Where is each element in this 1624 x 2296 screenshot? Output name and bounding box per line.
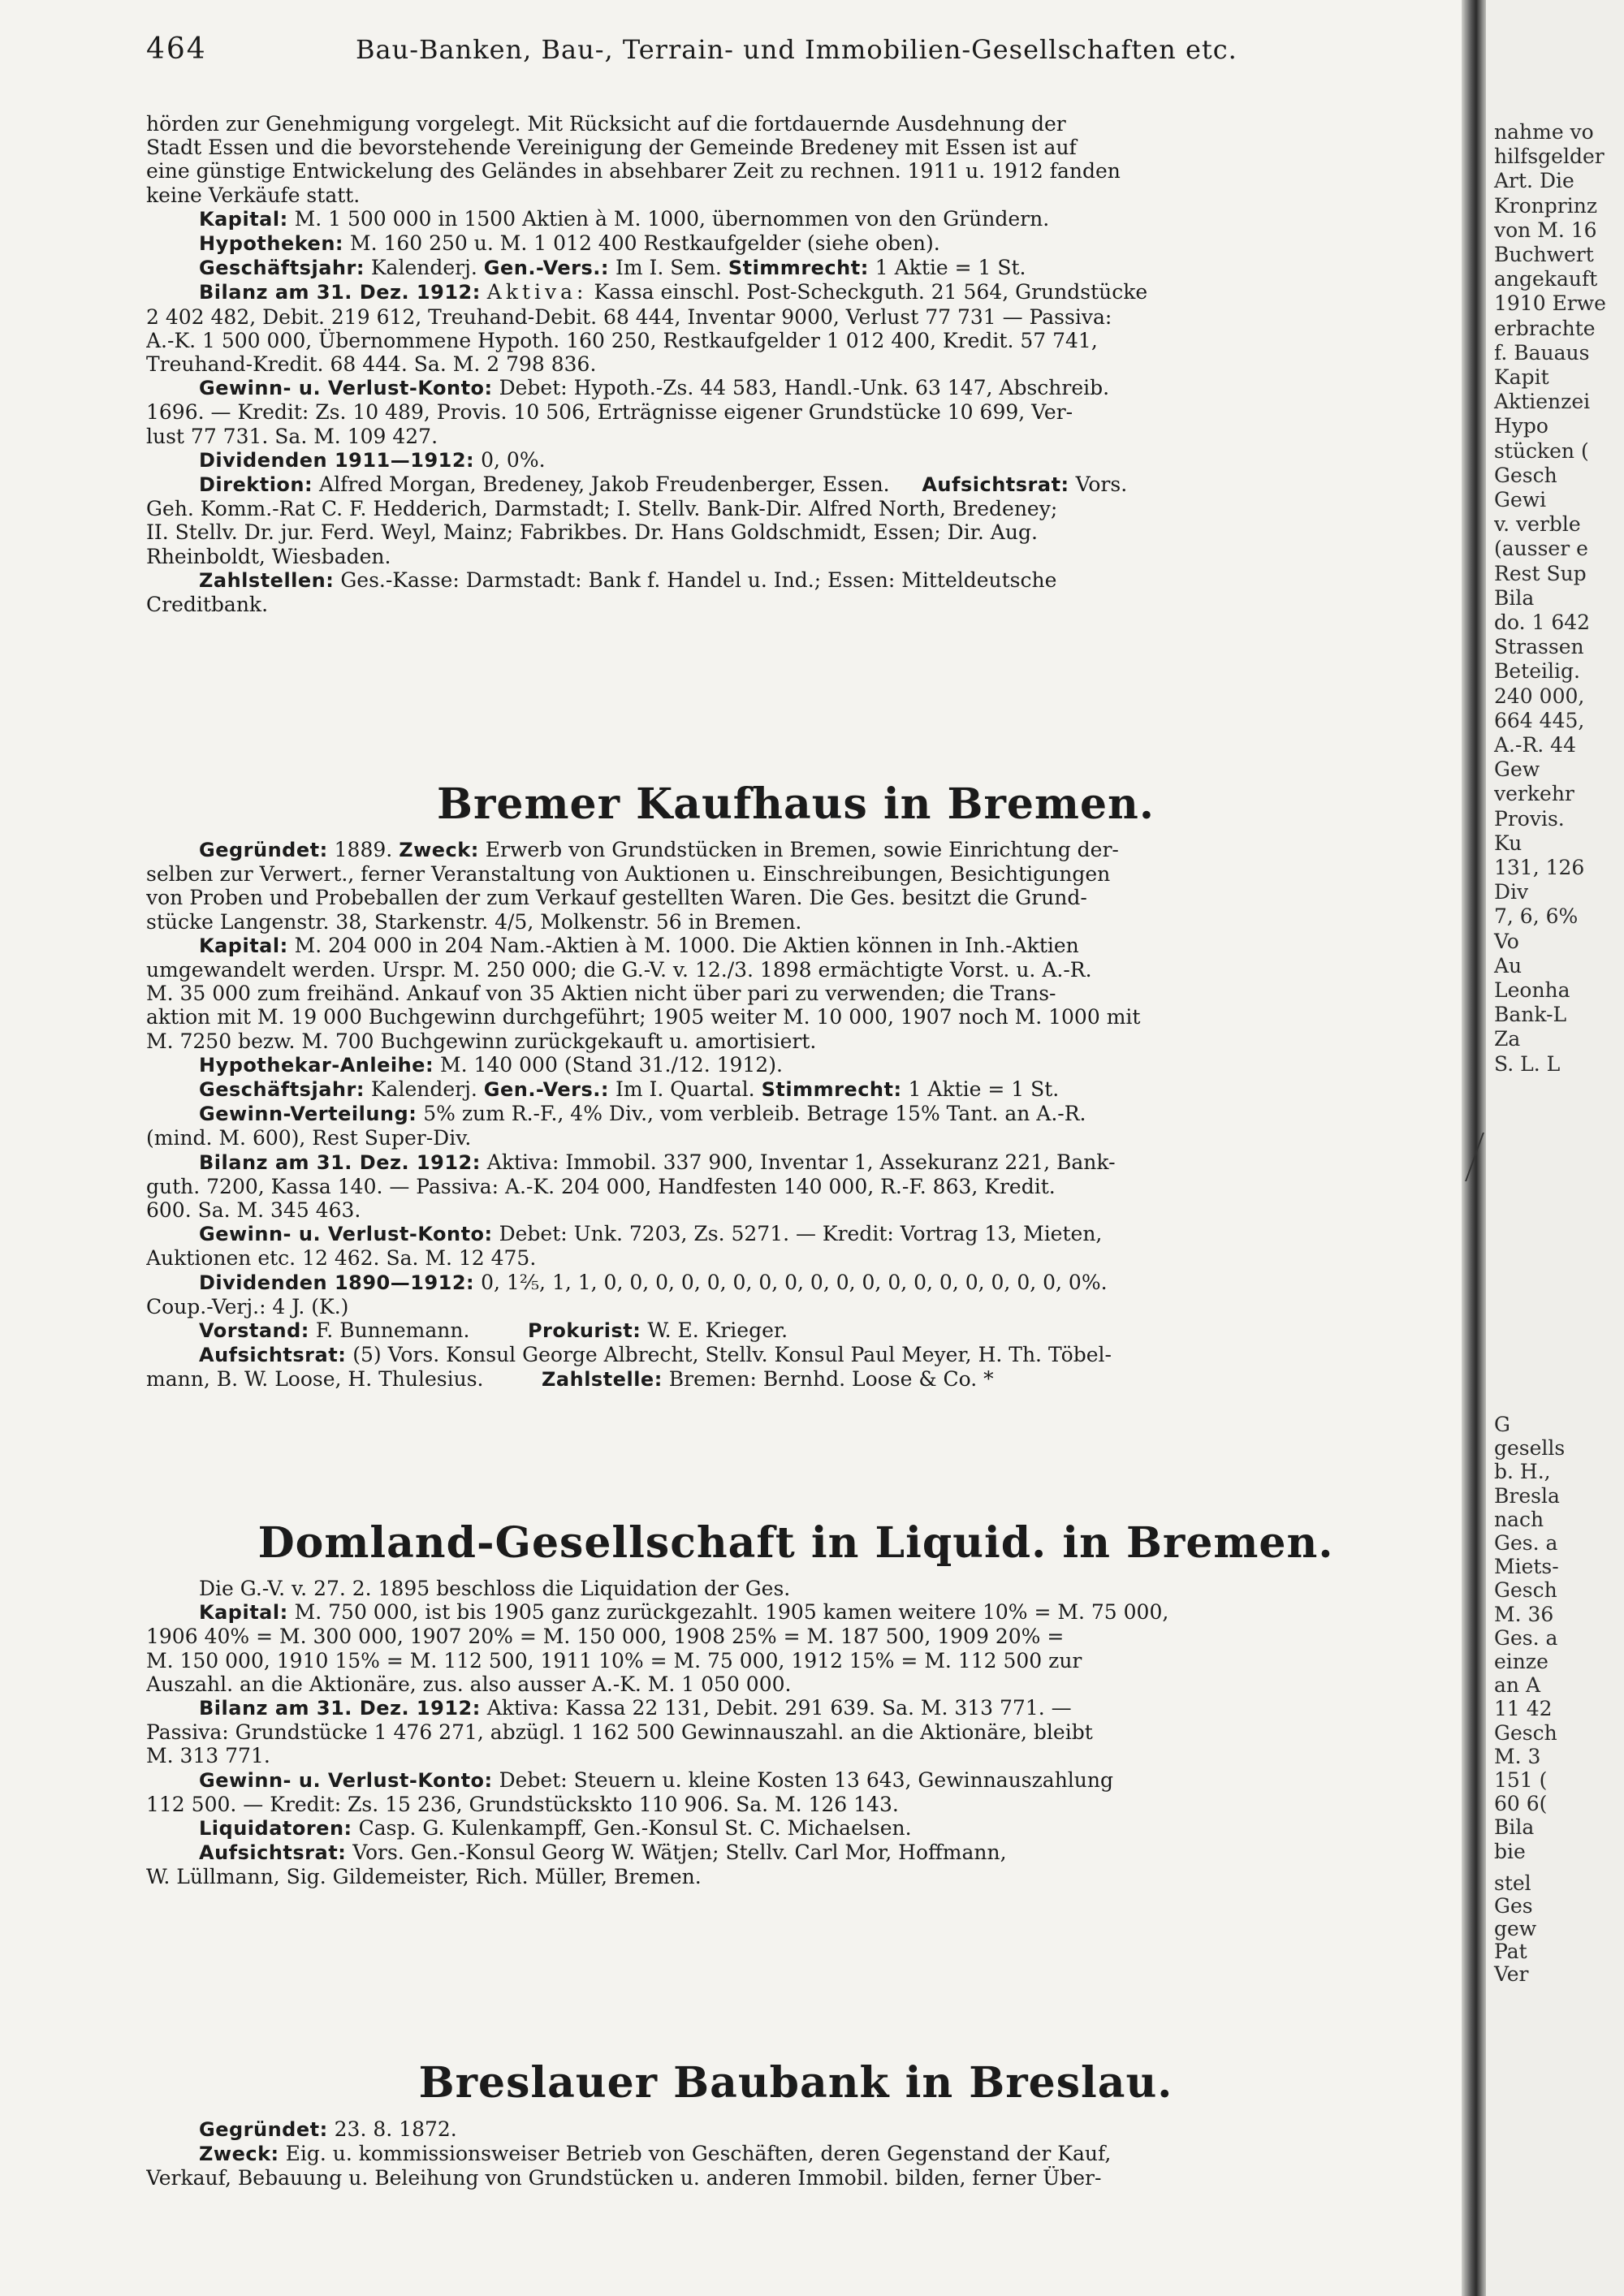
zahlstellen-line: Zahlstellen: Ges.-Kasse: Darmstadt: Bank f. Handel u. Ind.; Essen: Mitteldeutsche bbox=[199, 568, 1057, 592]
adjacent-page-fragment: Ges. a bbox=[1494, 1531, 1558, 1555]
geschaeftsjahr-line: Geschäftsjahr: Kalenderj. Gen.-Vers.: Im I. Quartal. Stimmrecht: 1 Aktie = 1 St. bbox=[199, 1077, 1060, 1102]
dividenden-line: Dividenden 1911—1912: 0, 0%. bbox=[199, 447, 546, 472]
entry-title-breslauer: Breslauer Baubank in Breslau. bbox=[418, 2058, 1173, 2108]
vorstand-line: Vorstand: F. Bunnemann. Prokurist: W. E. Krieger. bbox=[199, 1318, 788, 1343]
adjacent-page-fragment: Art. Die bbox=[1494, 169, 1574, 193]
text-line: A.-K. 1 500 000, Übernommene Hypoth. 160 250, Restkaufgelder 1 012 400, Kredit. 57 741, bbox=[146, 328, 1098, 352]
adjacent-page-fragment: bie bbox=[1494, 1839, 1526, 1863]
adjacent-page-fragment: A.-R. 44 bbox=[1494, 733, 1576, 757]
text-line: umgewandelt werden. Urspr. M. 250 000; die G.-V. v. 12./3. 1898 ermächtigte Vorst. u. A.-R. bbox=[146, 958, 1092, 982]
adjacent-page-fragment: Bila bbox=[1494, 585, 1535, 610]
guv-line: Gewinn- u. Verlust-Konto: Debet: Unk. 7203, Zs. 5271. — Kredit: Vortrag 13, Mieten, bbox=[199, 1222, 1103, 1246]
adjacent-page-fragment: b. H., bbox=[1494, 1460, 1551, 1484]
adjacent-page-fragment: do. 1 642 bbox=[1494, 611, 1591, 634]
page-number: 464 bbox=[146, 32, 207, 66]
adjacent-page-fragment: stel bbox=[1494, 1871, 1531, 1895]
geschaeftsjahr-line: Geschäftsjahr: Kalenderj. Gen.-Vers.: Im I. Sem. Stimmrecht: 1 Aktie = 1 St. bbox=[199, 256, 1026, 280]
text-line: keine Verkäufe statt. bbox=[146, 183, 361, 207]
adjacent-page-fragment: gesells bbox=[1494, 1436, 1566, 1461]
text-line: Creditbank. bbox=[146, 593, 269, 617]
adjacent-page-fragment: hilfsgelder bbox=[1494, 145, 1605, 169]
adjacent-page-fragment: Div bbox=[1494, 880, 1529, 904]
adjacent-page-fragment: Leonha bbox=[1494, 978, 1570, 1002]
adjacent-page-fragment: einze bbox=[1494, 1650, 1548, 1673]
adjacent-page-fragment: Gesch bbox=[1494, 1578, 1557, 1603]
aufsichtsrat-line: Aufsichtsrat: (5) Vors. Konsul George Albrecht, Stellv. Konsul Paul Meyer, H. Th. Töbel- bbox=[199, 1343, 1112, 1367]
guv-line: Gewinn- u. Verlust-Konto: Debet: Hypoth.-Zs. 44 583, Handl.-Unk. 63 147, Abschreib. bbox=[199, 376, 1110, 400]
adjacent-page-fragment: Aktienzei bbox=[1494, 390, 1591, 414]
entry-title-bremer: Bremer Kaufhaus in Bremen. bbox=[437, 779, 1155, 829]
adjacent-page-fragment: nahme vo bbox=[1494, 120, 1594, 144]
adjacent-page-fragment: 60 6( bbox=[1494, 1792, 1548, 1816]
text-line: M. 35 000 zum freihänd. Ankauf von 35 Aktien nicht über pari zu verwenden; die Trans- bbox=[146, 982, 1056, 1006]
text-line: Geh. Komm.-Rat C. F. Hedderich, Darmstadt; I. Stellv. Bank-Dir. Alfred North, Bredeney; bbox=[146, 497, 1058, 521]
text-line: Passiva: Grundstücke 1 476 271, abzügl. 1 162 500 Gewinnauszahl. an die Aktionäre, bleibt bbox=[146, 1720, 1093, 1745]
gegruendet-line: Gegründet: 23. 8. 1872. bbox=[199, 2117, 457, 2141]
hypothekar-line: Hypothekar-Anleihe: M. 140 000 (Stand 31./12. 1912). bbox=[199, 1052, 783, 1077]
text-line: 1906 40% = M. 300 000, 1907 20% = M. 150 000, 1908 25% = M. 187 500, 1909 20% = bbox=[146, 1625, 1065, 1649]
adjacent-page-fragment: Bila bbox=[1494, 1815, 1535, 1840]
adjacent-page-fragment: M. 3 bbox=[1494, 1744, 1541, 1768]
zweck-line: Zweck: Eig. u. kommissionsweiser Betrieb von Geschäften, deren Gegenstand der Kauf, bbox=[199, 2142, 1112, 2166]
adjacent-page-fragment: 664 445, bbox=[1494, 708, 1585, 732]
adjacent-page-fragment: Hypo bbox=[1494, 414, 1548, 438]
adjacent-page-fragment: 7, 6, 6% bbox=[1494, 904, 1579, 929]
adjacent-page-fragment: Pat bbox=[1494, 1940, 1527, 1963]
text-line: Auktionen etc. 12 462. Sa. M. 12 475. bbox=[146, 1246, 537, 1271]
adjacent-page bbox=[1486, 0, 1624, 2296]
adjacent-page-fragment: 11 42 bbox=[1494, 1697, 1553, 1721]
adjacent-page-fragment: Ges bbox=[1494, 1894, 1533, 1918]
text-line: aktion mit M. 19 000 Buchgewinn durchgeführt; 1905 weiter M. 10 000, 1907 noch M. 1000 mit bbox=[146, 1005, 1141, 1029]
domland-entry bbox=[146, 1577, 1445, 1889]
adjacent-page-fragment: Kronprinz bbox=[1494, 193, 1598, 218]
adjacent-page-fragment: von M. 16 bbox=[1494, 218, 1597, 242]
adjacent-page-fragment: v. verble bbox=[1494, 512, 1581, 537]
text-line: 112 500. — Kredit: Zs. 15 236, Grundstückskto 110 906. Sa. M. 126 143. bbox=[146, 1792, 899, 1816]
text-line: eine günstige Entwickelung des Geländes in absehbarer Zeit zu rechnen. 1911 u. 1912 fanden bbox=[146, 159, 1121, 183]
adjacent-page-fragment: Gewi bbox=[1494, 488, 1547, 511]
guv-line: Gewinn- u. Verlust-Konto: Debet: Steuern u. kleine Kosten 13 643, Gewinnauszahlung bbox=[199, 1767, 1114, 1792]
adjacent-page-fragment: S. L. L bbox=[1494, 1051, 1561, 1076]
text-line: von Proben und Probeballen der zum Verkauf gestellten Waren. Die Ges. besitzt die Grund- bbox=[146, 886, 1087, 910]
text-line: 2 402 482, Debit. 219 612, Treuhand-Debit. 68 444, Inventar 9000, Verlust 77 731 — Passiva: bbox=[146, 304, 1112, 329]
adjacent-page-fragment: verkehr bbox=[1494, 782, 1574, 806]
adjacent-page-fragment: Gesch bbox=[1494, 463, 1557, 487]
text-line: Auszahl. an die Aktionäre, zus. also ausser A.-K. M. 1 050 000. bbox=[146, 1672, 792, 1696]
continuation-entry bbox=[146, 112, 1445, 616]
adjacent-page-fragment: 1910 Erwe bbox=[1494, 291, 1606, 316]
text-line: hörden zur Genehmigung vorgelegt. Mit Rücksicht auf die fortdauernde Ausdehnung der bbox=[146, 112, 1066, 136]
breslauer-entry bbox=[146, 2117, 1445, 2190]
aufsichtsrat-line: Aufsichtsrat: Vors. Gen.-Konsul Georg W. Wätjen; Stellv. Carl Mor, Hoffmann, bbox=[199, 1841, 1007, 1865]
adjacent-page-fragment: Strassen bbox=[1494, 635, 1584, 659]
adjacent-page-fragment: 240 000, bbox=[1494, 684, 1585, 708]
bilanz-line: Bilanz am 31. Dez. 1912: Aktiva: Kassa 22 131, Debit. 291 639. Sa. M. 313 771. — bbox=[199, 1696, 1072, 1720]
adjacent-page-fragment: Bresla bbox=[1494, 1483, 1560, 1508]
adjacent-page-fragment: M. 36 bbox=[1494, 1602, 1554, 1626]
adjacent-page-fragment: erbrachte bbox=[1494, 316, 1596, 340]
gegruendet-line: Gegründet: 1889. Zweck: Erwerb von Grundstücken in Bremen, sowie Einrichtung der- bbox=[199, 838, 1119, 861]
bilanz-line: Bilanz am 31. Dez. 1912: Aktiva: Immobil. 337 900, Inventar 1, Assekuranz 221, Bank- bbox=[199, 1150, 1116, 1174]
adjacent-page-fragment: Miets- bbox=[1494, 1555, 1559, 1579]
kapital-line: Kapital: M. 204 000 in 204 Nam.-Aktien à M. 1000. Die Aktien können in Inh.-Aktien bbox=[199, 933, 1079, 957]
adjacent-page-fragment: angekauft bbox=[1494, 267, 1598, 291]
text-line: stücke Langenstr. 38, Starkenstr. 4/5, Molkenstr. 56 in Bremen. bbox=[146, 909, 802, 934]
adjacent-page-fragment: Gew bbox=[1494, 757, 1540, 782]
text-line: Rheinboldt, Wiesbaden. bbox=[146, 544, 391, 568]
gewinnverteilung-line: Gewinn-Verteilung: 5% zum R.-F., 4% Div., vom verbleib. Betrage 15% Tant. an A.-R. bbox=[199, 1102, 1086, 1126]
bremer-entry bbox=[146, 838, 1445, 1392]
adjacent-page-fragment: 151 ( bbox=[1494, 1768, 1548, 1792]
adjacent-page-fragment: Provis. bbox=[1494, 806, 1565, 831]
kapital-line: Kapital: M. 750 000, ist bis 1905 ganz zurückgezahlt. 1905 kamen weitere 10% = M. 75 000, bbox=[199, 1600, 1169, 1625]
adjacent-page-fragment: Rest Sup bbox=[1494, 561, 1587, 585]
text-line: Treuhand-Kredit. 68 444. Sa. M. 2 798 836. bbox=[146, 352, 597, 377]
adjacent-page-fragment: Ku bbox=[1494, 831, 1522, 855]
text-line: guth. 7200, Kassa 140. — Passiva: A.-K. 204 000, Handfesten 140 000, R.-F. 863, Kredit. bbox=[146, 1174, 1056, 1198]
adjacent-page-fragment: Ges. a bbox=[1494, 1625, 1558, 1650]
text-line: Verkauf, Bebauung u. Beleihung von Grundstücken u. anderen Immobil. bilden, ferner Über- bbox=[146, 2166, 1102, 2190]
text-line: (mind. M. 600), Rest Super-Div. bbox=[146, 1126, 472, 1150]
liquidatoren-line: Liquidatoren: Casp. G. Kulenkampff, Gen.-Konsul St. C. Michaelsen. bbox=[199, 1816, 912, 1841]
text-line: M. 313 771. bbox=[146, 1744, 270, 1768]
text-line: M. 7250 bezw. M. 700 Buchgewinn zurückgekauft u. amortisiert. bbox=[146, 1029, 817, 1053]
text-line: Coup.-Verj.: 4 J. (K.) bbox=[146, 1294, 349, 1318]
dividenden-line: Dividenden 1890—1912: 0, 1⅖, 1, 1, 0, 0, 0, 0, 0, 0, 0, 0, 0, 0, 0, 0, 0, 0, 0, 0, 0, 0, 0%. bbox=[199, 1270, 1108, 1294]
adjacent-page-fragment: Kapit bbox=[1494, 365, 1549, 389]
adjacent-page-fragment: Bank-L bbox=[1494, 1003, 1567, 1027]
hypotheken-line: Hypotheken: M. 160 250 u. M. 1 012 400 Restkaufgelder (siehe oben). bbox=[199, 231, 940, 256]
page-header bbox=[146, 32, 1445, 73]
adjacent-page-fragment: f. Bauaus bbox=[1494, 340, 1590, 365]
text-line: 1696. — Kredit: Zs. 10 489, Provis. 10 506, Erträgnisse eigener Grundstücke 10 699, Ver- bbox=[146, 400, 1073, 425]
intro-line: Die G.-V. v. 27. 2. 1895 beschloss die Liquidation der Ges. bbox=[199, 1577, 791, 1600]
adjacent-page-fragment: stücken ( bbox=[1494, 438, 1589, 463]
adjacent-page-fragment: Buchwert bbox=[1494, 243, 1594, 266]
adjacent-page-fragment: Gesch bbox=[1494, 1720, 1557, 1745]
adjacent-page-fragment: Ver bbox=[1494, 1962, 1529, 1986]
text-line: mann, B. W. Loose, H. Thulesius. Zahlstelle: Bremen: Bernhd. Loose & Co. * bbox=[146, 1367, 994, 1392]
text-line: lust 77 731. Sa. M. 109 427. bbox=[146, 424, 438, 448]
text-line: 600. Sa. M. 345 463. bbox=[146, 1198, 361, 1223]
entry-title-domland: Domland-Gesellschaft in Liquid. in Bremen. bbox=[257, 1518, 1334, 1568]
text-line: II. Stellv. Dr. jur. Ferd. Weyl, Mainz; Fabrikbes. Dr. Hans Goldschmidt, Essen; Dir. Aug. bbox=[146, 520, 1038, 545]
text-line: M. 150 000, 1910 15% = M. 112 500, 1911 10% = M. 75 000, 1912 15% = M. 112 500 zur bbox=[146, 1648, 1082, 1672]
adjacent-page-fragment: Beteilig. bbox=[1494, 659, 1580, 684]
adjacent-page-fragment: nach bbox=[1494, 1507, 1544, 1531]
adjacent-page-fragment: (ausser e bbox=[1494, 537, 1588, 561]
adjacent-page-fragment: an A bbox=[1494, 1673, 1541, 1698]
adjacent-page-fragment: G bbox=[1494, 1413, 1510, 1436]
adjacent-page-fragment: Vo bbox=[1494, 929, 1519, 953]
adjacent-page-fragment: Za bbox=[1494, 1027, 1521, 1051]
adjacent-page-fragment: 131, 126 bbox=[1494, 856, 1585, 879]
text-line: selben zur Verwert., ferner Veranstaltung von Auktionen u. Einschreibungen, Besichtigungen bbox=[146, 862, 1111, 887]
kapital-line: Kapital: M. 1 500 000 in 1500 Aktien à M. 1000, übernommen von den Gründern. bbox=[199, 206, 1050, 231]
running-title: Bau-Banken, Bau-, Terrain- und Immobilien-Gesellschaften etc. bbox=[356, 34, 1237, 65]
text-line: Stadt Essen und die bevorstehende Vereinigung der Gemeinde Bredeney mit Essen ist auf bbox=[146, 136, 1077, 160]
text-line: W. Lüllmann, Sig. Gildemeister, Rich. Müller, Bremen. bbox=[146, 1865, 702, 1889]
bilanz-line: Bilanz am 31. Dez. 1912: Aktiva: Kassa einschl. Post-Scheckguth. 21 564, Grundstücke bbox=[199, 280, 1148, 304]
adjacent-page-fragment: Au bbox=[1494, 953, 1522, 978]
adjacent-page-fragment: gew bbox=[1494, 1917, 1537, 1940]
direktion-line: Direktion: Alfred Morgan, Bredeney, Jakob Freudenberger, Essen. Aufsichtsrat: Vors. bbox=[199, 473, 1128, 497]
